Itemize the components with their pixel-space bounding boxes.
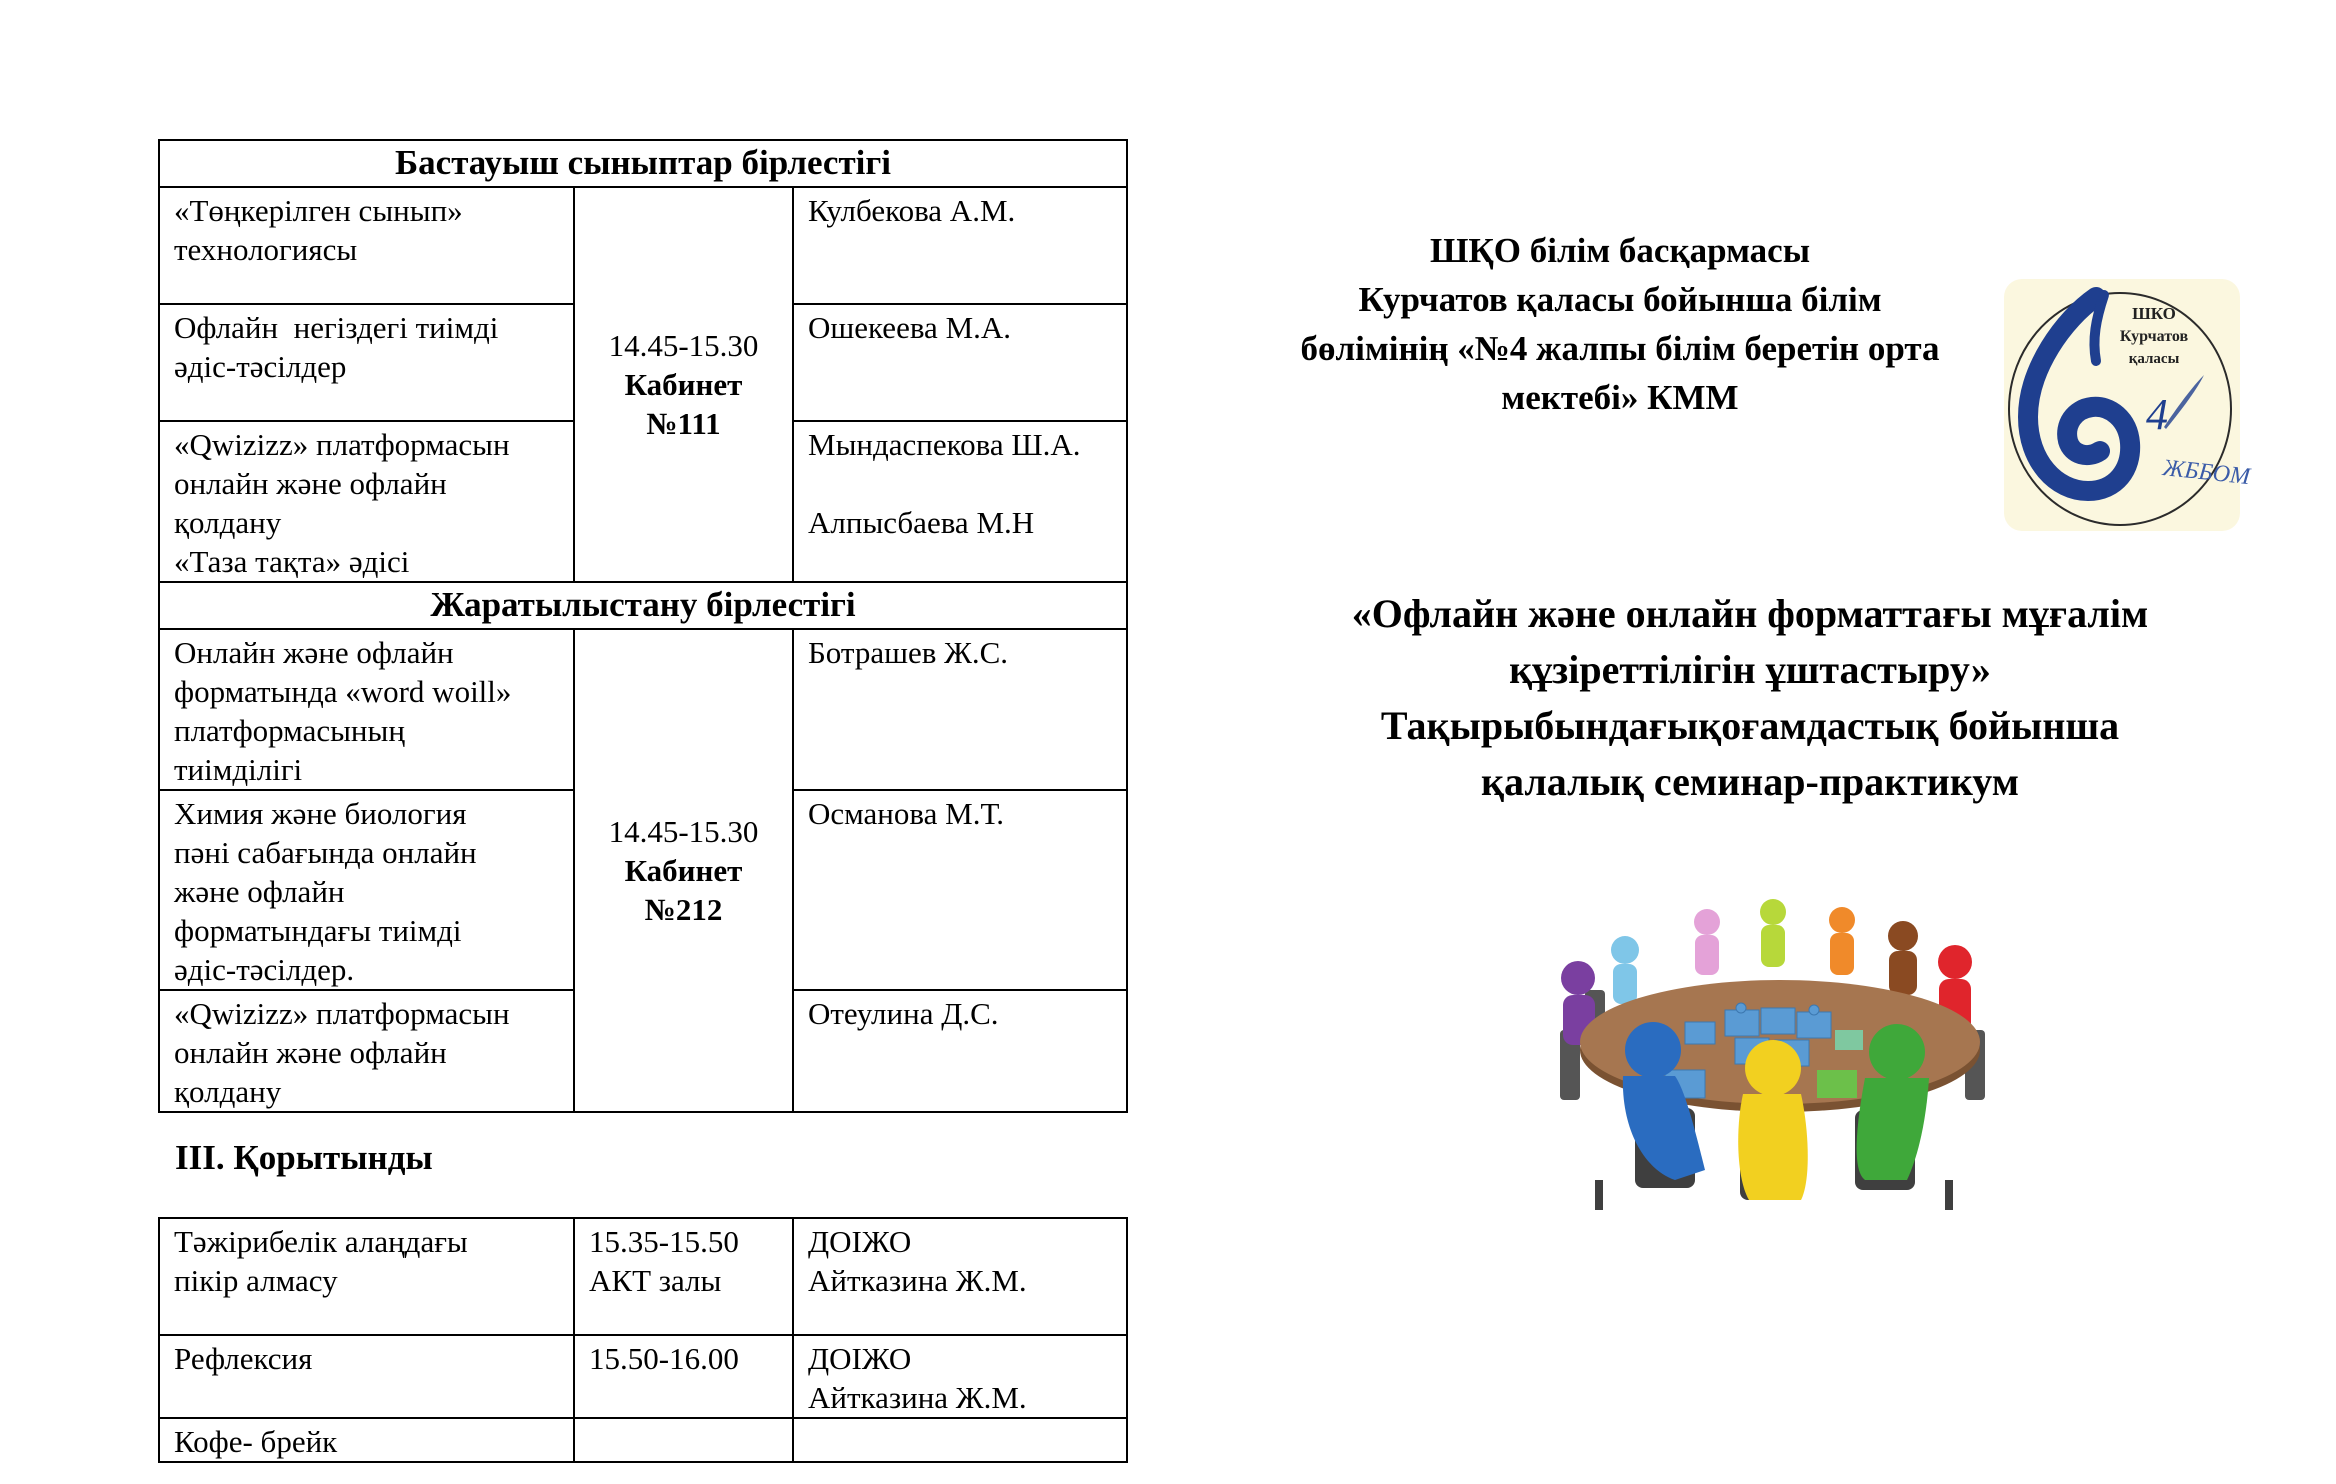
room-label: Кабинет [624,853,743,888]
time-text: 14.45-15.30 [608,328,759,363]
topic-cell: «Qwizizz» платформасын онлайн және офлайн қолдану «Таза тақта» әдісі [159,421,574,582]
person-cell: Ошекеева М.А. [793,304,1127,421]
person-cell: Ботрашев Ж.С. [793,629,1127,790]
topic-cell: Кофе- брейк [159,1418,574,1462]
person-cell: Мындаспекова Ш.А. Алпысбаева М.Н [793,421,1127,582]
people-puzzle-icon [1535,880,2015,1220]
time-cell: 15.50-16.00 [574,1335,793,1418]
person-cell: Османова М.Т. [793,790,1127,990]
time-cell [574,1418,793,1462]
topic-cell: «Төңкерілген сынып» технологиясы [159,187,574,304]
section-title: ІІІ. Қорытынды [175,1138,433,1177]
topic-cell: «Qwizizz» платформасын онлайн және офлайн қолдану [159,990,574,1112]
seminar-title: «Офлайн және онлайн форматтағы мұғалім құзіреттілігін ұштастыру» Тақырыбындағықоғамдастық бойынша қалалық семинар-практикум [1351,591,2149,804]
topic-cell: Химия және биология пәні сабағында онлайн және офлайн форматындағы тиімді әдіс-тәсілдер. [159,790,574,990]
table-conclusion [158,1217,1128,1463]
room-number: №212 [644,892,723,927]
person-cell: ДОІЖО Айтказина Ж.М. [793,1218,1127,1335]
topic-cell: Офлайн негіздегі тиімді әдіс-тәсілдер [159,304,574,421]
time-text: 14.45-15.30 [608,814,759,849]
school-logo-icon [2004,279,2252,531]
time-room-cell [574,629,793,1112]
person-cell: Кулбекова А.М. [793,187,1127,304]
person-cell [793,1418,1127,1462]
svg-text:қаласы: қаласы [2128,351,2180,367]
time-room-cell [574,187,793,582]
table-header: Жаратылыстану бірлестігі [159,582,1127,629]
round-table-illustration [1535,880,2015,1220]
svg-text:4: 4 [2146,390,2168,439]
topic-cell: Рефлексия [159,1335,574,1418]
svg-text:ШКО: ШКО [2132,304,2176,323]
table-primary-classes [158,139,1128,1113]
person-cell: Отеулина Д.С. [793,990,1127,1112]
topic-cell: Онлайн және офлайн форматында «word woill» платформасының тиімділігі [159,629,574,790]
organization-heading: ШҚО білім басқармасы Курчатов қаласы бойынша білім бөлімінің «№4 жалпы білім беретін орта мектебі» КММ [1300,231,1940,417]
time-cell: 15.35-15.50 АКТ залы [574,1218,793,1335]
table-header: Бастауыш сыныптар бірлестігі [159,140,1127,187]
room-number: №111 [646,406,721,441]
svg-text:ЖББОМ: ЖББОМ [2161,455,2252,491]
svg-text:Курчатов: Курчатов [2119,328,2189,345]
person-cell: ДОІЖО Айтказина Ж.М. [793,1335,1127,1418]
topic-cell: Тәжірибелік алаңдағы пікір алмасу [159,1218,574,1335]
room-label: Кабинет [624,367,743,402]
school-logo [2004,279,2252,531]
